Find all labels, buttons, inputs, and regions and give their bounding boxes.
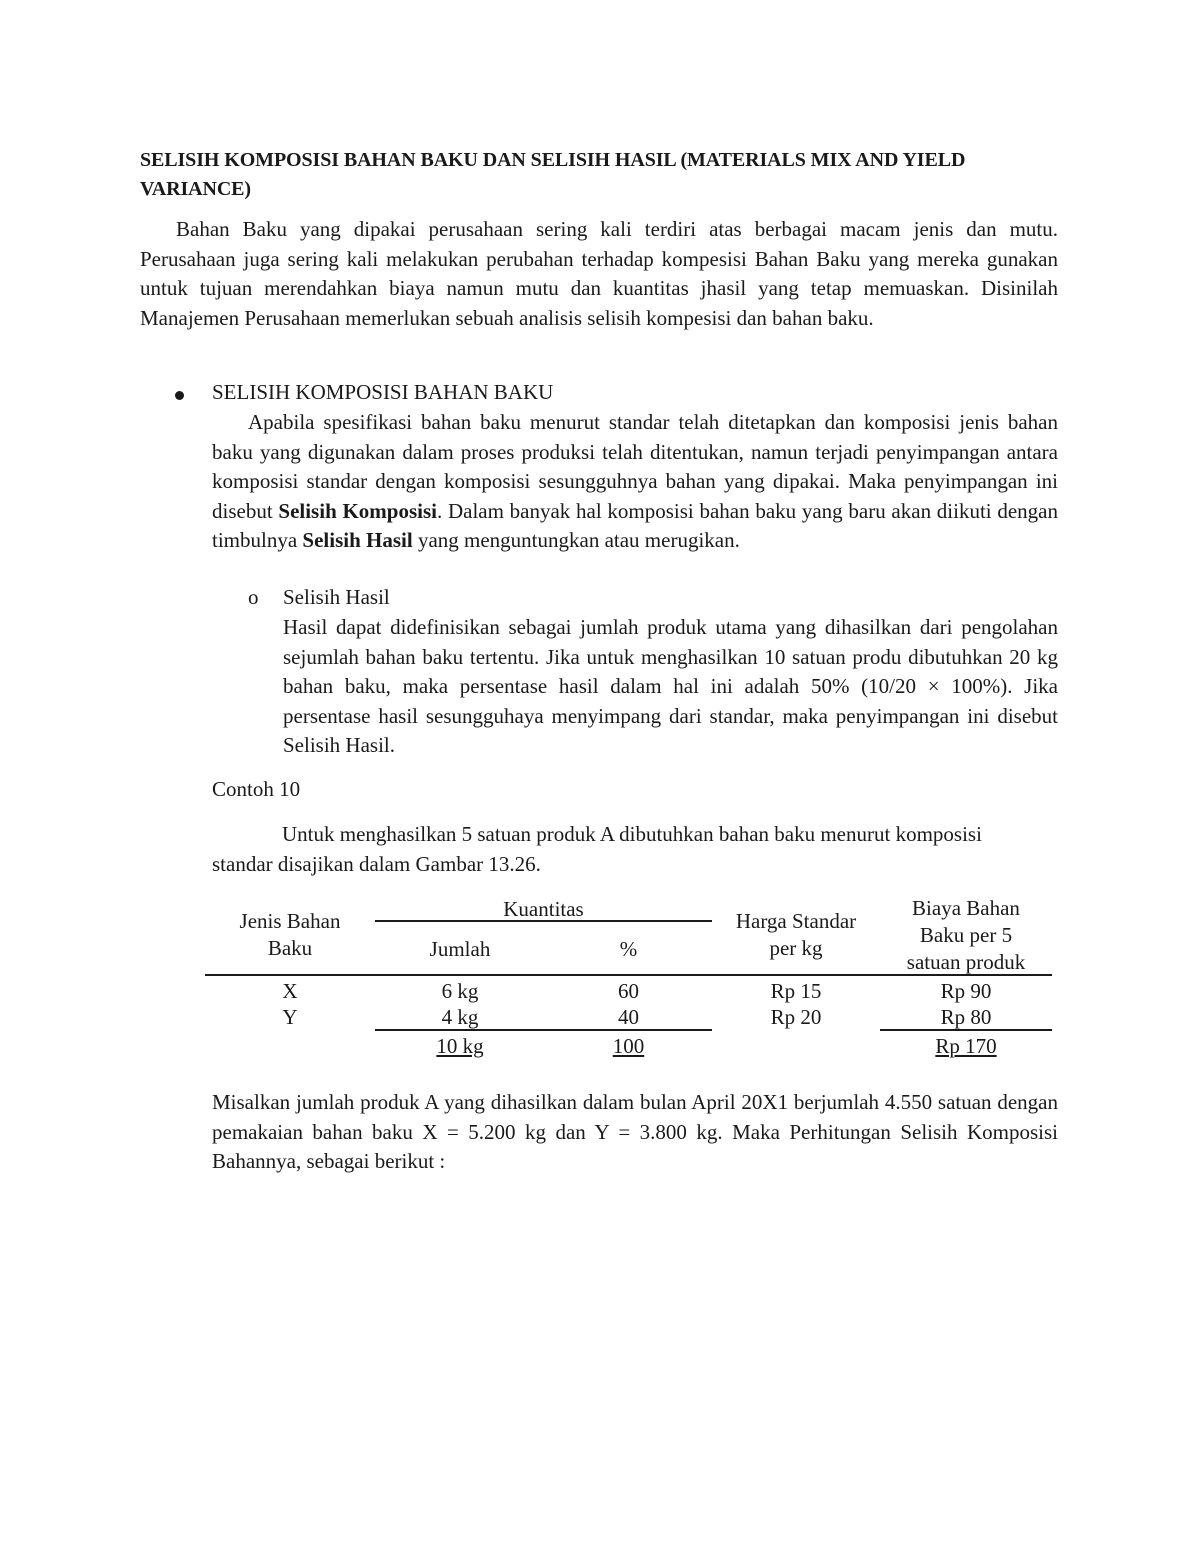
row-y-persen: 40: [618, 1005, 639, 1029]
header-biaya-line2: Baku per 5: [919, 923, 1013, 947]
closing-paragraph: Misalkan jumlah produk A yang dihasilkan dalam bulan April 20X1 berjumlah 4.550 satuan dengan pemakaian bahan baku X = 5.200 kg dan Y = 3.800 kg. Maka Perhitungan Selisih Komposisi Bahannya, sebagai berikut :: [212, 1090, 1058, 1173]
example-text: Untuk menghasilkan 5 satuan produk A dibutuhkan bahan baku menurut komposisi standar disajikan dalam Gambar 13.26.: [212, 822, 982, 876]
bullet-heading: SELISIH KOMPOSISI BAHAN BAKU: [212, 380, 554, 404]
bullet-body-part2: . Dalam banyak hal komposisi bahan baku yang baru akan diikuti dengan timbulnya: [212, 498, 1058, 552]
header-harga-line2: per kg: [769, 936, 823, 960]
subtotal-rule-biaya: [880, 1029, 1052, 1031]
bullet-body-part1: Apabila spesifikasi bahan baku menurut standar telah ditetapkan dan komposisi jenis bahan baku yang digunakan dalam proses produksi telah ditentukan, namun terjadi penyimpangan antara komposisi standar dengan komposisi sesungguhnya bahan yang dipakai. Maka penyimpangan ini disebut: [212, 410, 1058, 523]
row-x-persen: 60: [618, 979, 639, 1003]
header-kuantitas: Kuantitas: [503, 897, 584, 921]
term-selisih-hasil: Selisih Hasil: [302, 528, 413, 552]
header-biaya-line3: satuan produk: [906, 950, 1026, 974]
sub-bullet-marker: o: [248, 585, 259, 609]
term-selisih-komposisi: Selisih Komposisi: [278, 498, 437, 523]
row-x-jenis: X: [282, 979, 298, 1003]
sub-bullet-heading: Selisih Hasil: [283, 585, 390, 609]
example-label: Contoh 10: [212, 777, 301, 801]
intro-text: Bahan Baku yang dipakai perusahaan sering kali terdiri atas berbagai macam jenis dan mutu. Perusahaan juga sering kali melakukan perubahan terhadap kompesisi Bahan Baku yang mereka gunakan untuk tujuan merendahkan biaya namun mutu dan kuantitas jhasil yang tetap memuaskan. Disinilah Manajemen Perusahaan memerlukan sebuah analisis selisih kompesisi dan bahan baku.: [140, 217, 1058, 330]
kuantitas-rule: [375, 920, 712, 922]
bullet-body-part3: yang menguntungkan atau merugikan.: [412, 528, 740, 552]
row-y-harga: Rp 20: [770, 1005, 822, 1029]
header-biaya-line1: Biaya Bahan: [912, 896, 1020, 920]
row-x-jumlah: 6 kg: [441, 979, 479, 1003]
bullet-body: [212, 408, 1058, 556]
header-jenis-line2: Baku: [267, 936, 313, 960]
total-persen: 100: [612, 1034, 645, 1058]
header-persen: %: [619, 937, 638, 961]
bullet-dot-icon: [175, 391, 184, 400]
header-jenis-line1: Jenis Bahan: [239, 909, 341, 933]
header-rule: [205, 974, 1052, 976]
example-body: [212, 820, 1012, 879]
total-jumlah: 10 kg: [436, 1034, 484, 1058]
sub-bullet-body: Hasil dapat didefinisikan sebagai jumlah produk utama yang dihasilkan dari pengolahan sejumlah bahan baku tertentu. Jika untuk menghasilkan 10 satuan produ dibutuhkan 20 kg bahan baku, maka persentase hasil dalam hal ini adalah 50% (10/20 × 100%). Jika persentase hasil sesungguhaya menyimpang dari standar, maka penyimpangan ini disebut Selisih Hasil.: [283, 615, 1058, 757]
subtotal-rule-kuantitas: [375, 1029, 712, 1031]
row-x-biaya: Rp 90: [940, 979, 992, 1003]
intro-paragraph: [140, 215, 1058, 333]
document-title: SELISIH KOMPOSISI BAHAN BAKU DAN SELISIH HASIL (MATERIALS MIX AND YIELD VARIANCE): [140, 149, 966, 200]
row-y-jenis: Y: [282, 1005, 298, 1029]
header-jumlah: Jumlah: [429, 937, 491, 961]
header-harga-line1: Harga Standar: [735, 909, 857, 933]
total-biaya: Rp 170: [935, 1034, 997, 1058]
row-x-harga: Rp 15: [770, 979, 822, 1003]
row-y-biaya: Rp 80: [940, 1005, 992, 1029]
row-y-jumlah: 4 kg: [441, 1005, 479, 1029]
